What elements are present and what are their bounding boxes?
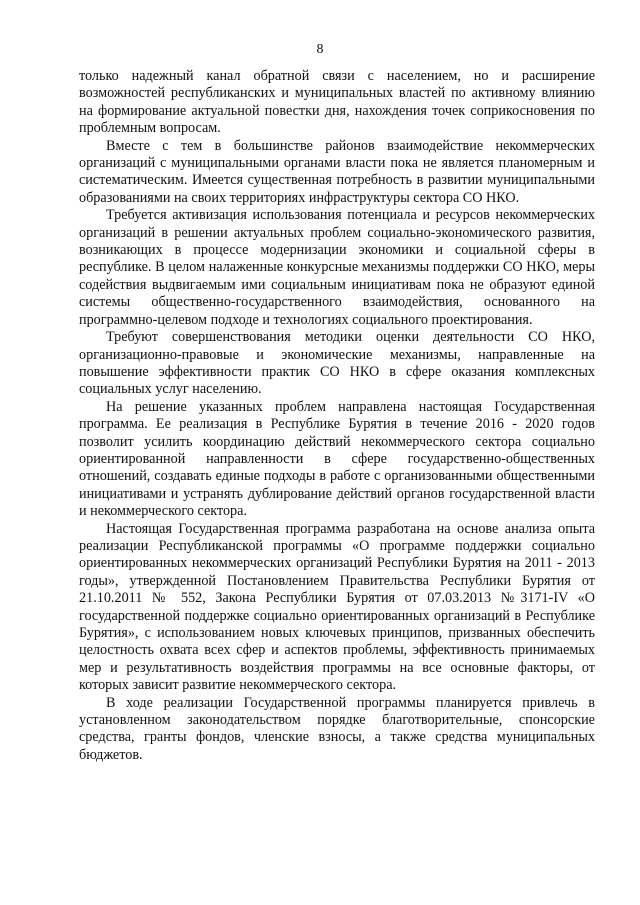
page-number: 8	[316, 42, 324, 57]
paragraph-1: только надежный канал обратной связи с населением, но и расширение возможностей республиканских и муниципальных властей по активному влиянию на формирование актуальной повестки дня, нахождения точек соприкосновения по проблемным вопросам.	[79, 68, 595, 137]
paragraph-5: На решение указанных проблем направлена настоящая Государственная программа. Ее реализация в Республике Бурятия в течение 2016 - 2020 годов позволит усилить координацию действий некоммерческого сектора социально ориентированной направленности в сфере государственно-общественных отношений, создавать единые подходы в работе с организованными общественными инициативами и устранять дублирование действий органов государственной власти и некоммерческого сектора.	[79, 398, 595, 520]
paragraph-7: В ходе реализации Государственной программы планируется привлечь в установленном законодательством порядке благотворительные, спонсорские средства, гранты фондов, членские взносы, а также средства муниципальных бюджетов.	[79, 694, 595, 763]
paragraph-6: Настоящая Государственная программа разработана на основе анализа опыта реализации Республиканской программы «О программе поддержки социально ориентированных некоммерческих организаций Республики Бурятия на 2011 - 2013 годы», утвержденной Постановлением Правительства Республики Бурятия от 21.10.2011 № 552, Закона Республики Бурятия от 07.03.2013 №3171-IV «О государственной поддержке социально ориентированных организаций в Республике Бурятия», с использованием новых ключевых принципов, призванных обеспечить целостность охвата всех сфер и аспектов проблемы, эффективность принимаемых мер и результативность воздействия программы на все основные факторы, от которых зависит развитие некоммерческого сектора.	[79, 520, 595, 694]
document-body	[79, 68, 595, 764]
paragraph-2: Вместе с тем в большинстве районов взаимодействие некоммерческих организаций с муниципальными органами власти пока не является планомерным и систематическим. Имеется существенная потребность в развитии муниципальными образованиями на своих территориях инфраструктуры сектора СО НКО.	[79, 137, 595, 206]
paragraph-4: Требуют совершенствования методики оценки деятельности СО НКО, организационно-правовые и экономические механизмы, направленные на повышение эффективности практик СО НКО в сфере оказания комплексных социальных услуг населению.	[79, 329, 595, 398]
paragraph-3: Требуется активизация использования потенциала и ресурсов некоммерческих организаций в решении актуальных проблем социально-экономического развития, возникающих в процессе модернизации экономики и социальной сферы в республике. В целом налаженные конкурсные механизмы поддержки СО НКО, меры содействия выдвигаемым ими социальным инициативам пока не образуют единой системы общественно-государственного взаимодействия, основанного на программно-целевом подходе и технологиях социального проектирования.	[79, 207, 595, 328]
